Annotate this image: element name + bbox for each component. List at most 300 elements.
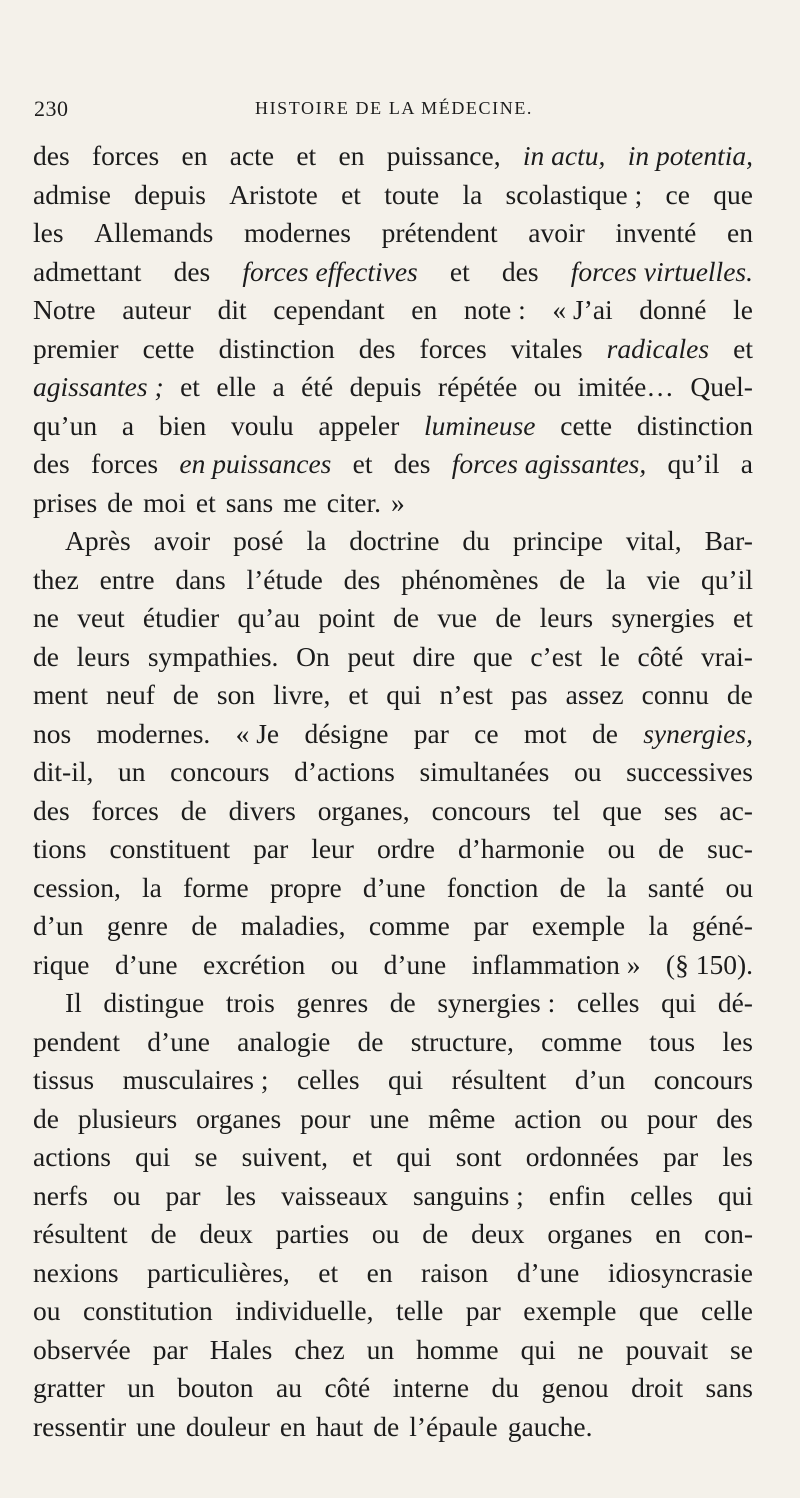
text-line	[33, 253, 753, 292]
word: cette	[142, 332, 195, 364]
word: scolastique ;	[505, 178, 643, 210]
word: phénomènes	[401, 563, 539, 595]
word: ou	[112, 1179, 141, 1211]
word: de	[393, 602, 420, 633]
word: santé	[647, 871, 705, 903]
word: synergies	[611, 602, 715, 633]
word: raison	[421, 1256, 489, 1288]
word: appeler	[318, 409, 400, 441]
word: donné	[639, 294, 707, 325]
word: ou	[33, 1295, 61, 1326]
text-line	[33, 484, 753, 523]
word: exemple	[523, 1295, 617, 1326]
word: en	[279, 1410, 306, 1442]
word: « J’ai	[552, 294, 613, 325]
word: par	[152, 1333, 188, 1365]
word: puissance,	[386, 140, 501, 171]
word: sans	[705, 1372, 753, 1403]
word: organes	[547, 1218, 633, 1249]
word: pouvait	[625, 1333, 709, 1365]
body-text	[33, 137, 753, 1446]
word: de	[373, 1410, 400, 1442]
word: qui	[717, 1179, 753, 1211]
word: ne	[33, 602, 59, 633]
word: bien	[158, 409, 207, 441]
word: observée	[33, 1333, 131, 1365]
word: depuis	[349, 371, 422, 402]
word: moi	[143, 486, 186, 518]
word: imitée…	[577, 371, 674, 402]
word: cette	[560, 409, 613, 441]
text-line	[33, 599, 753, 638]
word: interne	[392, 1372, 470, 1403]
word: vitales	[510, 332, 583, 364]
word: de	[559, 871, 586, 903]
word: de	[107, 486, 134, 518]
word: ne	[577, 1333, 604, 1365]
word: qui	[661, 987, 697, 1018]
text-line	[33, 946, 753, 985]
text-line	[33, 1331, 753, 1370]
word: forces	[91, 794, 159, 826]
word: d’actions	[294, 756, 395, 787]
word: que	[472, 640, 513, 672]
word: d’une	[383, 948, 447, 980]
word: distingue	[103, 987, 205, 1018]
word: ressentir	[33, 1410, 127, 1442]
word: idiosyncrasie	[607, 1256, 753, 1288]
text-line	[33, 522, 753, 561]
word: comme	[541, 1025, 623, 1057]
word: côté	[637, 640, 684, 672]
word: sont	[455, 1141, 502, 1172]
word: divers	[228, 794, 296, 826]
word: simultanées	[419, 756, 550, 787]
word: ou	[725, 871, 753, 903]
word: qu’au	[237, 602, 301, 633]
text-line	[33, 792, 753, 831]
page-number: 230	[34, 96, 69, 121]
word: synergies :	[437, 987, 556, 1018]
word: son	[216, 679, 256, 710]
word: organes	[196, 1102, 282, 1134]
word: et	[733, 602, 753, 633]
word: forces	[90, 448, 159, 479]
word: pour	[646, 1102, 698, 1134]
word: dans	[175, 563, 226, 595]
running-title: HISTOIRE DE LA MÉDECINE.	[254, 98, 534, 118]
text-line	[33, 907, 753, 946]
word: qu’un	[33, 409, 98, 441]
word: et	[348, 679, 369, 710]
word: posé	[233, 525, 284, 556]
word: les	[225, 1179, 257, 1211]
word: qui	[520, 1333, 556, 1365]
word: rique	[33, 948, 90, 980]
word: et	[341, 178, 361, 210]
text-line	[33, 984, 753, 1023]
word: se	[194, 1141, 218, 1172]
word: thez	[33, 563, 79, 595]
word: un	[127, 1372, 155, 1403]
word: d’un	[33, 910, 84, 941]
word: des	[393, 448, 431, 479]
word: de	[150, 1218, 177, 1249]
word: la	[606, 563, 626, 595]
word: une	[136, 1410, 176, 1442]
word: en	[366, 1256, 393, 1288]
text-line	[33, 869, 753, 908]
word: le	[599, 640, 620, 672]
word: de	[658, 833, 685, 864]
word: dit-il,	[33, 756, 94, 787]
word: dé-	[717, 987, 753, 1018]
word: de	[191, 910, 218, 941]
word: et	[296, 140, 317, 171]
word: qui	[386, 679, 422, 710]
word: ce	[474, 717, 499, 749]
word: sanguins ;	[413, 1179, 524, 1211]
italic-word: radicales	[606, 332, 710, 364]
word: en	[181, 140, 208, 171]
text-line	[33, 1023, 753, 1062]
word: les	[722, 1025, 753, 1057]
word: avoir	[153, 525, 211, 556]
word: qui	[396, 1141, 432, 1172]
word: trois	[225, 987, 275, 1018]
word: On	[296, 640, 330, 672]
word: pendent	[33, 1025, 121, 1057]
word: la	[606, 871, 627, 903]
word: et	[449, 255, 470, 287]
word: ou	[330, 948, 359, 980]
word: ment	[33, 679, 88, 710]
word: maladies,	[240, 910, 346, 941]
word: de	[559, 563, 586, 595]
word: homme	[416, 1333, 499, 1365]
word: gauche.	[507, 1410, 593, 1442]
word: se	[730, 1333, 753, 1365]
word: premier	[33, 332, 119, 364]
word: forces	[91, 140, 160, 171]
word: propre	[269, 871, 342, 903]
text-line	[33, 1215, 753, 1254]
word: celle	[701, 1295, 753, 1326]
text-line	[33, 1138, 753, 1177]
word: en	[411, 294, 438, 325]
text-line	[33, 561, 753, 600]
word: Notre	[33, 294, 96, 325]
word: leurs	[76, 640, 131, 672]
word: par	[465, 1295, 501, 1326]
italic-word: agissantes ;	[33, 371, 164, 402]
word: bouton	[177, 1372, 254, 1403]
word: étudier	[142, 602, 220, 633]
word: forces	[419, 332, 487, 364]
word: organes,	[317, 794, 410, 826]
word: celles	[296, 1064, 360, 1095]
word: genre	[106, 910, 168, 941]
word: en	[655, 1218, 682, 1249]
word: de	[726, 679, 753, 710]
word: dire	[412, 640, 456, 672]
word: et	[195, 486, 216, 518]
word: acte	[229, 140, 275, 171]
word: con-	[704, 1218, 753, 1249]
word: Il	[65, 987, 82, 1018]
word: a	[740, 448, 753, 479]
text-line	[33, 638, 753, 677]
italic-word: forces virtuelles.	[570, 255, 753, 287]
word: de	[591, 717, 618, 749]
word: ses	[663, 794, 698, 826]
word: de	[172, 679, 199, 710]
word: inflammation »	[471, 948, 641, 980]
word: livre,	[273, 679, 331, 710]
word: connu	[641, 679, 709, 710]
word: vie	[646, 563, 681, 595]
word: d’une	[114, 948, 178, 980]
text-line	[33, 368, 753, 407]
word: qu’il	[667, 448, 720, 479]
text-line	[33, 753, 753, 792]
italic-word: forces agissantes,	[451, 448, 647, 479]
word: qui	[135, 1141, 171, 1172]
word: exemple	[531, 910, 626, 941]
word: et	[352, 448, 373, 479]
word: du	[462, 525, 490, 556]
word: résultent	[33, 1218, 128, 1249]
word: parties	[275, 1218, 350, 1249]
word: suc-	[707, 833, 753, 864]
word: côté	[324, 1372, 371, 1403]
word: sans	[225, 486, 274, 518]
text-line	[33, 291, 753, 330]
word: genou	[541, 1372, 609, 1403]
word: note :	[463, 294, 526, 325]
word: actions	[33, 1141, 111, 1172]
word: forme	[183, 871, 249, 903]
word: ordonnées	[525, 1141, 639, 1172]
word: tions	[33, 833, 87, 864]
word: structure,	[410, 1025, 514, 1057]
word: désigne	[304, 717, 389, 749]
word: en	[338, 140, 365, 171]
word: individuelle,	[235, 1295, 374, 1326]
word: genres	[296, 987, 369, 1018]
word: ac-	[719, 794, 753, 826]
word: un	[118, 756, 146, 787]
word: des	[33, 140, 70, 171]
word: droit	[631, 1372, 684, 1403]
word: entre	[99, 563, 155, 595]
word: principe	[512, 525, 603, 556]
word: citer.	[326, 486, 381, 518]
word: et	[733, 332, 753, 364]
word: par	[253, 833, 289, 864]
word: gratter	[33, 1372, 105, 1403]
word: nerfs	[33, 1179, 88, 1211]
word: du	[491, 1372, 520, 1403]
word: fonction	[446, 871, 539, 903]
italic-word: synergies,	[643, 717, 753, 749]
word: ou	[607, 833, 636, 864]
text-line	[33, 407, 753, 446]
text-line	[33, 1061, 753, 1100]
word: vaisseaux	[281, 1179, 389, 1211]
word: depuis	[134, 178, 206, 210]
word: par	[663, 1141, 699, 1172]
word: la	[648, 910, 669, 941]
text-line	[33, 1100, 753, 1139]
text-line	[33, 1177, 753, 1216]
word: deux	[471, 1218, 525, 1249]
word: action	[514, 1102, 582, 1134]
word: haut	[315, 1410, 364, 1442]
word: prétendent	[381, 217, 498, 248]
word: voulu	[230, 409, 294, 441]
word: vital,	[625, 525, 682, 556]
word: leurs	[539, 602, 594, 633]
page-header	[34, 96, 754, 126]
word: ce	[665, 178, 690, 210]
word: excrétion	[202, 948, 306, 980]
word: sympathies.	[147, 640, 279, 672]
word: d’une	[516, 1256, 580, 1288]
word: par	[473, 910, 509, 941]
word: chez	[294, 1333, 345, 1365]
text-line	[33, 830, 753, 869]
word: inventé	[615, 217, 697, 248]
word: mot	[523, 717, 567, 749]
word: successives	[626, 756, 753, 787]
word: des	[33, 794, 70, 826]
word: douleur	[185, 1410, 270, 1442]
word: des	[501, 255, 539, 287]
word: a	[272, 371, 285, 402]
word: résultent	[451, 1064, 547, 1095]
word: concours	[653, 1064, 753, 1095]
word: musculaires ;	[122, 1064, 269, 1095]
text-line	[33, 1292, 753, 1331]
word: la	[462, 178, 483, 210]
word: point	[318, 602, 375, 633]
word: de	[33, 1102, 59, 1134]
word: Bar-	[704, 525, 753, 556]
word: été	[301, 371, 334, 402]
word: Hales	[209, 1333, 273, 1365]
text-line	[33, 1369, 753, 1408]
word: et	[318, 1256, 339, 1288]
word: des	[358, 332, 396, 364]
word: doctrine	[349, 525, 440, 556]
word: l’étude	[246, 563, 323, 595]
word: assez	[565, 679, 624, 710]
word: par	[413, 717, 449, 749]
word: tous	[649, 1025, 696, 1057]
italic-word: in potentia,	[627, 140, 753, 171]
word: de	[389, 987, 416, 1018]
word: constituent	[109, 833, 231, 864]
word: avoir	[528, 217, 585, 248]
word: ou	[533, 371, 562, 402]
word: « Je	[235, 717, 280, 749]
word: modernes.	[96, 717, 211, 749]
word: veut	[77, 602, 125, 633]
word: et	[180, 371, 200, 402]
word: modernes	[244, 217, 351, 248]
word: l’épaule	[409, 1410, 498, 1442]
word: celles	[576, 987, 640, 1018]
word: telle	[395, 1295, 444, 1326]
word: a	[121, 409, 135, 441]
word: ou	[574, 756, 602, 787]
word: vue	[437, 602, 478, 633]
italic-word: en puissances	[179, 448, 332, 479]
word: concours	[170, 756, 270, 787]
word: ou	[371, 1218, 400, 1249]
word: distinction	[218, 332, 335, 364]
word: ou	[600, 1102, 628, 1134]
word: un	[366, 1333, 395, 1365]
word: concours	[431, 794, 531, 826]
word: cependant	[273, 294, 385, 325]
word: en	[727, 217, 753, 248]
word: tel	[552, 794, 581, 826]
word: répétée	[437, 371, 518, 402]
text-line	[33, 715, 753, 754]
word: toute	[384, 178, 440, 210]
word: Quel-	[690, 371, 753, 402]
word: tissus	[33, 1064, 95, 1095]
word: que	[638, 1295, 679, 1326]
word: vrai-	[701, 640, 753, 672]
word: d’une	[362, 871, 426, 903]
word: elle	[216, 371, 257, 402]
word: qu’il	[701, 563, 753, 595]
word: même	[428, 1102, 496, 1134]
word: la	[306, 525, 327, 556]
text-line	[33, 676, 753, 715]
word: Aristote	[229, 178, 318, 210]
word: comme	[368, 910, 450, 941]
word: neuf	[106, 679, 155, 710]
word: c’est	[530, 640, 583, 672]
word: distinction	[636, 409, 753, 441]
word: que	[713, 178, 753, 210]
text-line	[33, 330, 753, 369]
word: nexions	[33, 1256, 119, 1288]
word: peut	[347, 640, 395, 672]
text-line	[33, 214, 753, 253]
word: ordre	[376, 833, 435, 864]
italic-word: in actu,	[522, 140, 606, 171]
word: la	[142, 871, 162, 903]
word: (§ 150).	[665, 948, 753, 980]
word: Allemands	[94, 217, 214, 248]
word: me	[283, 486, 317, 518]
word: »	[390, 486, 405, 518]
text-line	[33, 1254, 753, 1293]
word: que	[602, 794, 642, 826]
word: de	[495, 602, 522, 633]
word: cession,	[33, 871, 121, 903]
word: les	[722, 1141, 753, 1172]
word: au	[276, 1372, 302, 1403]
word: nos	[33, 717, 72, 749]
text-line	[33, 137, 753, 176]
word: par	[165, 1179, 201, 1211]
